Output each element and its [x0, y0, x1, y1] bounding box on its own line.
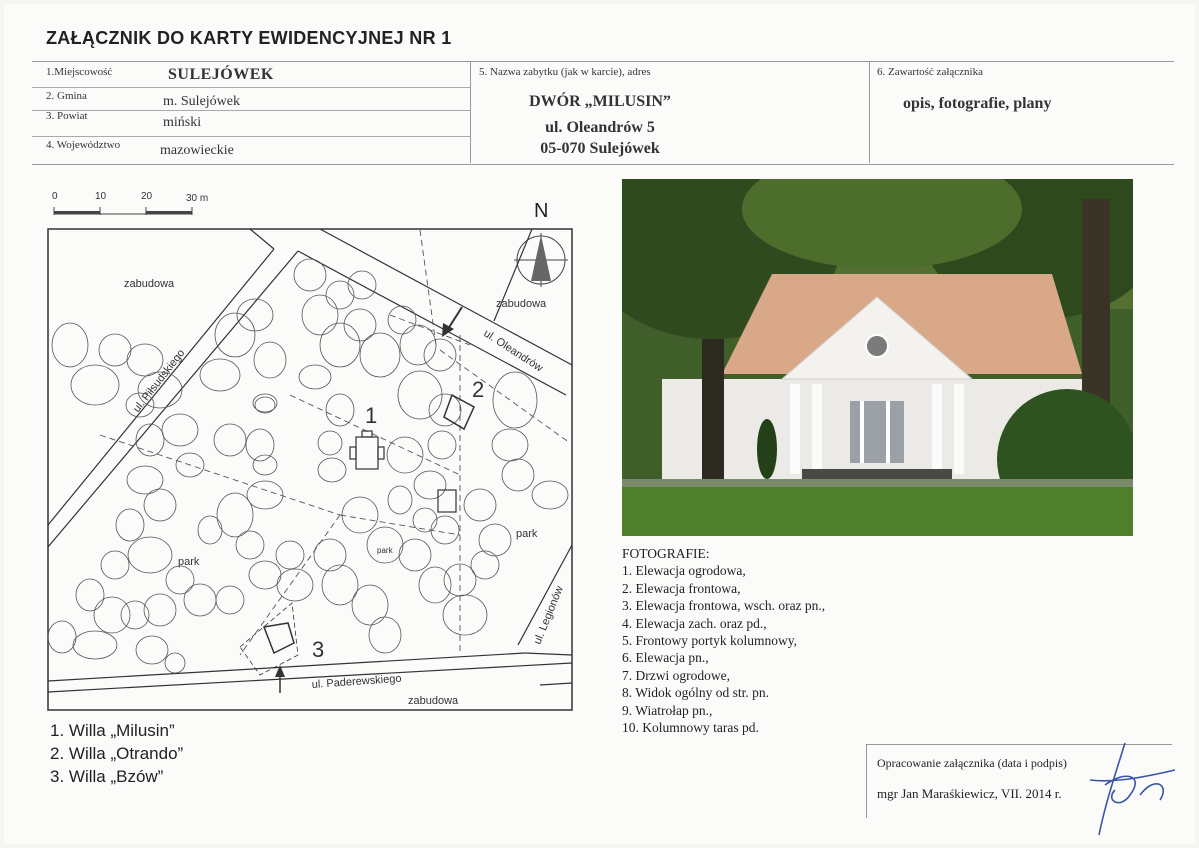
map-frame — [48, 229, 572, 710]
label-zabudowa: zabudowa — [124, 278, 175, 290]
legend-item: 2. Willa „Otrando” — [50, 744, 184, 763]
label-number: 3 — [312, 637, 325, 662]
list-item: 4. Elewacja zach. oraz pd., — [622, 615, 767, 631]
row-divider — [32, 110, 470, 111]
building-otrando — [444, 395, 474, 429]
list-item: 8. Widok ogólny od str. pn. — [622, 685, 769, 701]
zawartosc-value: opis, fotografie, plany — [903, 95, 1052, 112]
manor-photo — [622, 179, 1133, 536]
list-item: 1. Elewacja ogrodowa, — [622, 563, 746, 579]
site-plan-map — [40, 185, 580, 715]
miejscowosc-value: SULEJÓWEK — [168, 66, 274, 83]
powiat-label: 3. Powiat — [46, 110, 88, 122]
page-title: ZAŁĄCZNIK DO KARTY EWIDENCYJNEJ NR 1 — [46, 28, 452, 48]
label-park: park — [178, 556, 200, 568]
signature-label: Opracowanie załącznika (data i podpis) — [877, 756, 1067, 770]
building-milusin — [356, 437, 378, 469]
label-number: 1 — [365, 403, 378, 428]
scale-tick: 0 — [52, 191, 58, 202]
signature-divider — [866, 744, 867, 818]
list-item: 7. Drzwi ogrodowe, — [622, 667, 730, 683]
scale-tick: 20 — [141, 191, 153, 202]
powiat-value: miński — [163, 115, 202, 130]
handwritten-signature — [1085, 735, 1180, 840]
photo-list — [622, 545, 825, 736]
label-park: park — [516, 528, 538, 540]
header-divider — [869, 61, 870, 163]
adres-line1: ul. Oleandrów 5 — [545, 119, 655, 136]
north-label: N — [534, 200, 549, 222]
legend-item: 1. Willa „Milusin” — [50, 721, 175, 740]
entrance-arrow-icon — [275, 307, 462, 693]
wojewodztwo-label: 4. Województwo — [46, 139, 121, 151]
list-item: 6. Elewacja pn., — [622, 650, 709, 666]
nazwa-label: 5. Nazwa zabytku (jak w karcie), adres — [479, 66, 651, 78]
list-item: 3. Elewacja frontowa, wsch. oraz pn., — [622, 598, 826, 614]
list-item: 2. Elewacja frontowa, — [622, 580, 741, 596]
map-legend — [50, 719, 183, 788]
label-street: ul. Oleandrów — [481, 327, 545, 375]
property-lines — [100, 230, 570, 655]
label-street: ul. Piłsudskiego — [130, 347, 188, 415]
signature-author: mgr Jan Maraśkiewicz, VII. 2014 r. — [877, 786, 1062, 801]
wojewodztwo-value: mazowieckie — [160, 143, 234, 158]
photo-list-heading: FOTOGRAFIE: — [622, 546, 710, 561]
list-item: 10. Kolumnowy taras pd. — [622, 720, 759, 736]
label-street: ul. Paderewskiego — [311, 672, 402, 691]
gmina-value: m. Sulejówek — [163, 94, 240, 109]
row-divider — [32, 136, 470, 137]
zawartosc-label: 6. Zawartość załącznika — [877, 66, 983, 78]
label-number: 2 — [472, 377, 485, 402]
buildings — [240, 395, 474, 675]
scale-bar — [52, 191, 208, 215]
adres-line2: 05-070 Sulejówek — [540, 140, 660, 157]
row-divider — [32, 87, 470, 88]
legend-item: 3. Willa „Bzów” — [50, 767, 164, 786]
list-item: 9. Wiatrołap pn., — [622, 702, 713, 718]
building-bzow — [264, 623, 294, 653]
scale-tick: 10 — [95, 191, 107, 202]
label-zabudowa: zabudowa — [496, 298, 547, 310]
list-item: 5. Frontowy portyk kolumnowy, — [622, 633, 797, 649]
label-zabudowa: zabudowa — [408, 695, 459, 707]
label-street: ul. Legionów — [531, 584, 566, 647]
north-arrow-icon — [514, 200, 568, 287]
nazwa-value: DWÓR „MILUSIN” — [529, 93, 671, 110]
miejscowosc-label: 1.Miejscowość — [46, 66, 113, 78]
label-park: park — [377, 546, 393, 555]
gmina-label: 2. Gmina — [46, 90, 87, 102]
scale-tick: 30 m — [186, 193, 209, 204]
